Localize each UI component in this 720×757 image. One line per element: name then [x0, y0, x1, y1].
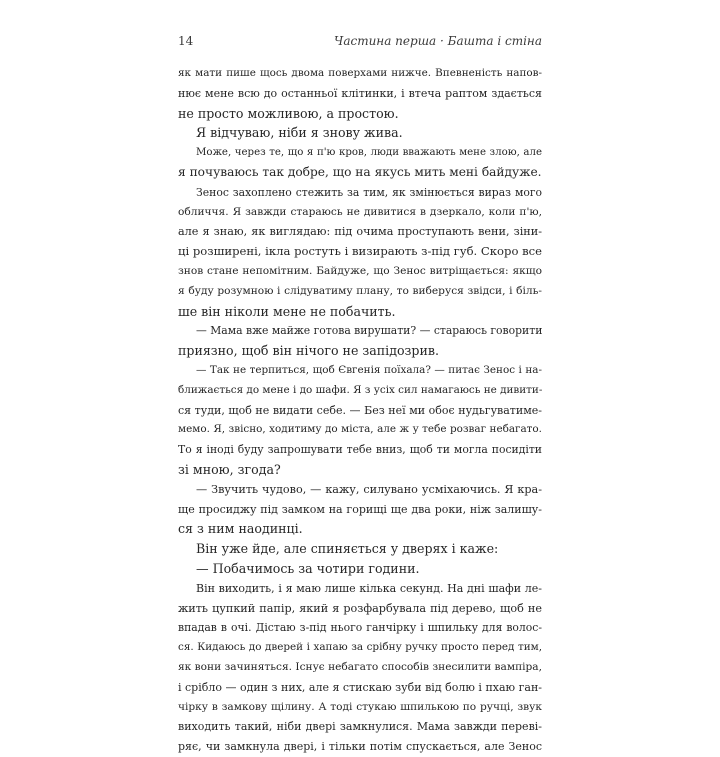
text-line: нює мене всю до останньої клітинки, і втеча раптом здається [178, 86, 542, 100]
text-line: Він виходить, і я маю лише кілька секунд. На дні шафи ле- [196, 581, 542, 595]
text-line: ся. Кидаюсь до дверей і хапаю за срібну ручку просто перед тим, [178, 641, 542, 654]
text-line: ше він ніколи мене не побачить. [178, 303, 396, 319]
text-line: — Побачимось за чотири години. [196, 560, 420, 576]
text-line: Він уже йде, але спиняється у дверях і каже: [196, 541, 499, 557]
text-line: як мати пише щось двома поверхами нижче. Впевненість напов- [178, 67, 542, 79]
text-line: ряє, чи замкнула двері, і тільки потім спускається, але Зенос [178, 740, 542, 754]
text-line: мемо. Я, звісно, ходитиму до міста, але ж у тебе розваг небагато. [178, 423, 542, 436]
text-line: чірку в замкову щілину. А тоді стукаю шпилькою по ручці, звук [178, 700, 542, 713]
text-line: ся з ним наодинці. [178, 521, 303, 537]
text-line: але я знаю, як виглядаю: під очима проступають вени, зіни- [178, 225, 542, 239]
body-text [178, 64, 542, 757]
text-line: — Звучить чудово, — кажу, силувано усміхаючись. Я кра- [196, 482, 542, 496]
text-line: я почуваюсь так добре, що на якусь мить мені байдуже. [178, 164, 542, 179]
text-line: не просто можливою, а простою. [178, 105, 399, 121]
text-line: ці розширені, ікла ростуть і визирають з-під губ. Скоро все [178, 244, 542, 259]
text-line: і срібло — один з них, але я стискаю зуби від болю і пхаю ган- [178, 680, 542, 694]
text-line: — Мама вже майже готова вирушати? — стараюсь говорити [196, 324, 543, 338]
text-line: виходить такий, ніби двері замкнулися. Мама завжди переві- [178, 720, 542, 734]
page-number: 14 [178, 34, 194, 48]
text-line: Зенос захоплено стежить за тим, як змінюється вираз мого [196, 185, 542, 199]
text-line: Я відчуваю, ніби я знову жива. [196, 125, 403, 141]
text-line: — Так не терпиться, щоб Євгенія поїхала? — питає Зенос і на- [196, 363, 542, 376]
text-line: Може, через те, що я п'ю кров, люди вважають мене злою, але [196, 147, 542, 159]
text-line: ся туди, щоб не видати себе. — Без неї ми обоє нудьгуватиме- [178, 403, 542, 417]
text-line: зі мною, згода? [178, 461, 281, 477]
text-line: приязно, щоб він нічого не запідозрив. [178, 343, 439, 359]
text-line: як вони зачиняться. Існує небагато способів знесилити вампіра, [178, 660, 542, 673]
text-line: обличчя. Я завжди стараюсь не дивитися в дзеркало, коли п'ю, [178, 205, 542, 218]
running-title: Частина перша · Башта і стіна [334, 34, 542, 48]
text-line: То я іноді буду запрошувати тебе вниз, щоб ти могла посидіти [178, 443, 542, 457]
text-line: знов стане непомітним. Байдуже, що Зенос витріщається: якщо [178, 264, 542, 277]
text-line: впадав в очі. Дістаю з-під нього ганчірку і шпильку для волос- [178, 621, 542, 635]
text-line: я буду розумною і слідуватиму плану, то виберуся звідси, і біль- [178, 284, 542, 297]
text-line: ближається до мене і до шафи. Я з усіх сил намагаюсь не дивити- [178, 383, 543, 396]
text-line: ще просиджу під замком на горищі ще два роки, ніж залишу- [178, 502, 542, 516]
text-line: жить цупкий папір, який я розфарбувала під дерево, щоб не [178, 601, 542, 615]
page-header [178, 34, 542, 50]
